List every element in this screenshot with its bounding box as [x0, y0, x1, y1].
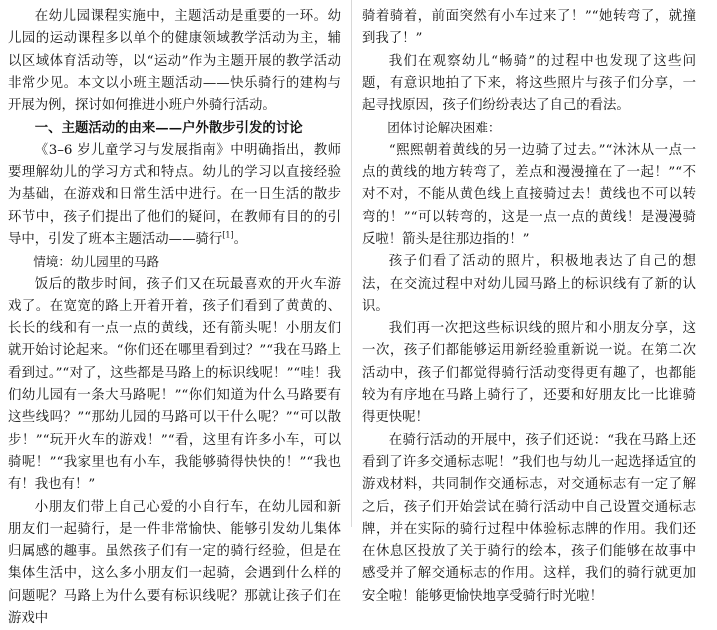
observation-paragraph: 我们在观察幼儿“畅骑”的过程中也发现了这些问题，有意识地拍了下来，将这些照片与孩子们分享，一起寻找原因，孩子们纷纷表达了自己的看法。 [362, 53, 696, 114]
section-heading: 一、主题活动的由来——户外散步引发的讨论 [34, 120, 303, 137]
reflection-paragraph: 孩子们看了活动的照片，积极地表达了自己的想法，在交流过程中对幼儿园马路上的标识线有了新的认识。 [362, 254, 696, 314]
bicycle-paragraph: 小朋友们带上自己心爱的小自行车，在幼儿园和新朋友们一起骑行，是一件非常愉快、能够引发幼儿集体归属感的趣事。虽然孩子们有一定的骑行经验，但是在集体生活中，这么多小朋友们一起骑，会遇到什么样的问题呢？马路上为什么要有标识线呢？那就让孩子们在游戏中 [8, 499, 341, 627]
discussion-label: 团体讨论解决困难： [387, 120, 501, 136]
scene-label: 情境：幼儿园里的马路 [33, 254, 160, 270]
left-column [8, 6, 341, 630]
guideline-paragraph [8, 140, 341, 251]
column-divider [351, 0, 352, 527]
right-column [362, 6, 696, 608]
guideline-text: 《3–6 岁儿童学习与发展指南》中明确指出，教师要理解幼儿的学习方式和特点。幼儿的学习以直接经验为基础，在游戏和日常生活中进行。在一日生活的散步环节中，孩子们提出了他们的疑问，在教师有目的的引导中，引发了班本主题活动——骑行 [8, 142, 341, 247]
traffic-signs-paragraph: 在骑行活动的开展中，孩子们还说：“我在马路上还看到了许多交通标志呢！”我们也与幼儿一起选择适宜的游戏材料，共同制作交通标志，对交通标志有一定了解之后，孩子们开始尝试在骑行活动中自己设置交通标志牌，并在实际的骑行过程中体验标志牌的作用。我们还在休息区投放了关于骑行的绘本，孩子们能够在故事中感受并了解交通标志的作用。这样，我们的骑行就更加安全啦！能够更愉快地享受骑行时光啦！ [362, 432, 696, 604]
intro-paragraph: 在幼儿园课程实施中，主题活动是重要的一环。幼儿园的运动课程多以单个的健康领域教学活动为主，辅以区域体育活动等，以“运动”作为主题开展的教学活动非常少见。本文以小班主题活动——快乐骑行的建构与开展为例，探讨如何推进小班户外骑行活动。 [8, 9, 341, 114]
continued-paragraph: 骑着骑着，前面突然有小车过来了！”“她转弯了，就撞到我了！” [362, 9, 696, 47]
walk-dialogue-paragraph: 饭后的散步时间，孩子们又在玩最喜欢的开火车游戏了。在宽宽的路上开着开着，孩子们看到了黄黄的、长长的线和有一点一点的黄线，还有箭头呢！小朋友们就开始讨论起来。“你们还在哪里看到过？”“我在马路上看到过。”“对了，这些都是马路上的标识线呢！”“哇！我们幼儿园有一条大马路呢！”“你们知道为什么马路要有这些线吗？”“那幼儿园的马路可以干什么呢？”“可以散步！”“玩开火车的游戏！”“看，这里有许多小车，可以骑呢！”“我家里也有小车，我能够骑得快快的！”“我也有！我也有！” [8, 276, 341, 493]
reference-marker: [1] [222, 230, 234, 240]
second-activity-paragraph: 我们再一次把这些标识线的照片和小朋友分享，这一次，孩子们都能够运用新经验重新说一说。在第二次活动中，孩子们都觉得骑行活动变得更有趣了，也都能较为有序地在马路上骑行了，还要和好朋友比一比谁骑得更快呢！ [362, 321, 696, 426]
discussion-dialogue-paragraph: “熙熙朝着黄线的另一边骑了过去。”“沐沐从一点一点的黄线的地方转弯了，差点和漫漫撞在了一起！”“不对不对，不能从黄色线上直接骑过去！黄线也不可以转弯的！”“可以转弯的，这是一点一点的黄线！是漫漫骑反啦！箭头是往那边指的！” [362, 142, 696, 247]
guideline-end: 。 [233, 231, 247, 247]
